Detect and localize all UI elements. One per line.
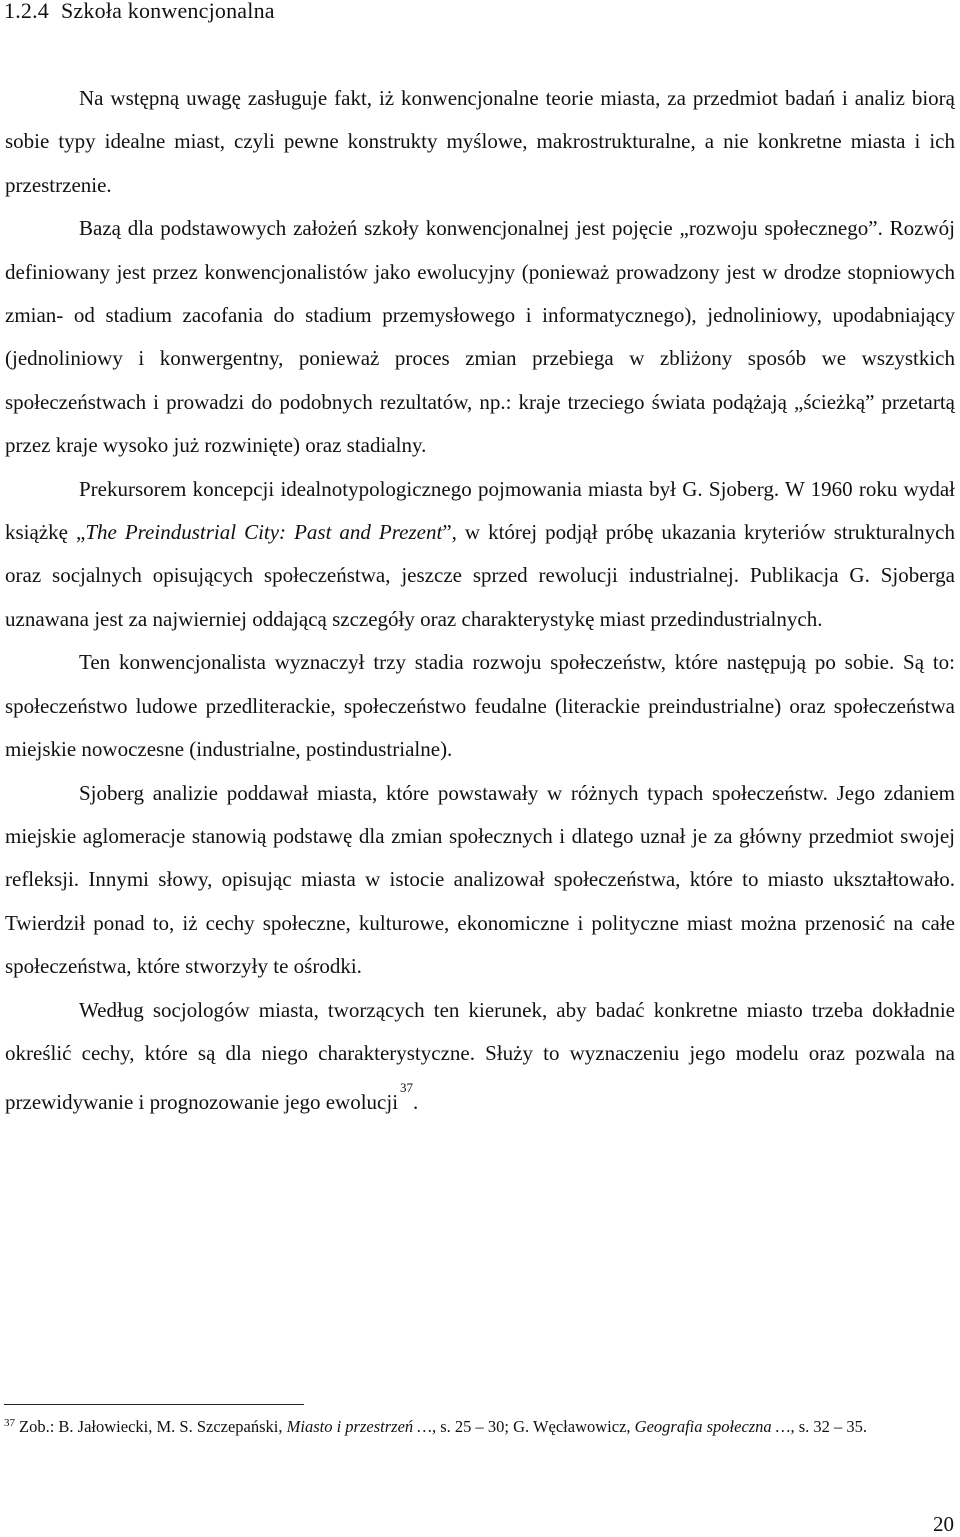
text-run: . xyxy=(413,1090,419,1115)
text-run: Na wstępną uwagę zasługuje fakt, iż konwencjonalne teorie miasta, za przedmiot badań i analiz biorą sobie typy idealne miast, czyli pewne konstrukty myślowe, makrostrukturalne, a nie konkretne miasta i ich przestrzenie. xyxy=(5,86,955,197)
paragraph xyxy=(5,207,955,467)
section-heading xyxy=(4,0,275,24)
paragraph xyxy=(5,772,955,989)
text-run: Prekursorem koncepcji idealnotypologicznego pojmowania miasta był G. Sjoberg. W 1960 roku wydał książkę „ xyxy=(5,476,955,545)
section-title: Szkoła konwencjonalna xyxy=(61,0,275,23)
page-number: 20 xyxy=(933,1512,954,1536)
text-run: Zob.: B. Jałowiecki, M. S. Szczepański, xyxy=(19,1417,287,1436)
text-run: , s. 25 – 30; G. Węcławowicz, xyxy=(431,1417,635,1436)
body-text xyxy=(5,77,955,1125)
text-run: , s. 32 – 35. xyxy=(790,1417,868,1436)
footnote-text xyxy=(19,1417,867,1436)
paragraph xyxy=(5,989,955,1125)
text-run: ”, w której podjął próbę ukazania kryteriów strukturalnych oraz socjalnych opisujących społeczeństwa, jeszcze sprzed rewolucji industrialnej. Publikacja G. Sjoberga uznawana jest za najwierniej oddającą szczegóły oraz charakterystykę miast przedindustrialnych. xyxy=(5,520,955,631)
paragraph xyxy=(5,641,955,771)
text-run: Ten konwencjonalista wyznaczył trzy stadia rozwoju społeczeństw, które następują po sobie. Są to: społeczeństwo ludowe przedliterackie, społeczeństwo feudalne (literackie preindustrialne) oraz społeczeństwa miejskie nowoczesne (industrialne, postindustrialne). xyxy=(5,650,955,762)
footnote-number: 37 xyxy=(4,1417,15,1429)
text-run: Według socjologów miasta, tworzących ten kierunek, aby badać konkretne miasto trzeba dokładnie określić cechy, które są dla niego charakterystyczne. Służy to wyznaczeniu jego modelu oraz pozwala na przewidywanie i prognozowanie jego ewolucji xyxy=(5,997,955,1115)
text-run: Bazą dla podstawowych założeń szkoły konwencjonalnej jest pojęcie „rozwoju społecznego”. Rozwój definiowany jest przez konwencjonalistów jako ewolucyjny (ponieważ prowadzony jest w drodze stopniowych zmian- od stadium zacofania do stadium przemysłowego i informatycznego), jednoliniowy, upodabniający (jednoliniowy i konwergentny, ponieważ proces zmian przebiega w zbliżony sposób we wszystkich społeczeństwach i prowadzi do podobnych rezultatów, np.: kraje trzeciego świata podążają „ścieżką” przetartą przez kraje wysoko już rozwinięte) oraz stadialny. xyxy=(5,216,955,458)
section-number: 1.2.4 xyxy=(4,0,49,23)
footnote-reference: 37 xyxy=(400,1080,414,1096)
italic-title: Miasto i przestrzeń … xyxy=(286,1417,432,1436)
paragraph xyxy=(5,468,955,642)
paragraph xyxy=(5,77,955,207)
italic-title: The Preindustrial City: Past and Prezent xyxy=(85,520,443,545)
text-run: Sjoberg analizie poddawał miasta, które powstawały w różnych typach społeczeństw. Jego zdaniem miejskie aglomeracje stanowią podstawę dla zmian społecznych i dlatego uznał je za główny przedmiot swojej refleksji. Innymi słowy, opisując miasta w istocie analizował społeczeństwa, które to miasto ukształtowało. Twierdził ponad to, iż cechy społeczne, kulturowe, ekonomiczne i polityczne miast można przenosić na całe społeczeństwa, które stworzyły te ośrodki. xyxy=(5,780,955,979)
footnote xyxy=(4,1414,954,1442)
italic-title: Geografia społeczna … xyxy=(634,1417,791,1436)
footnote-separator xyxy=(4,1404,304,1405)
